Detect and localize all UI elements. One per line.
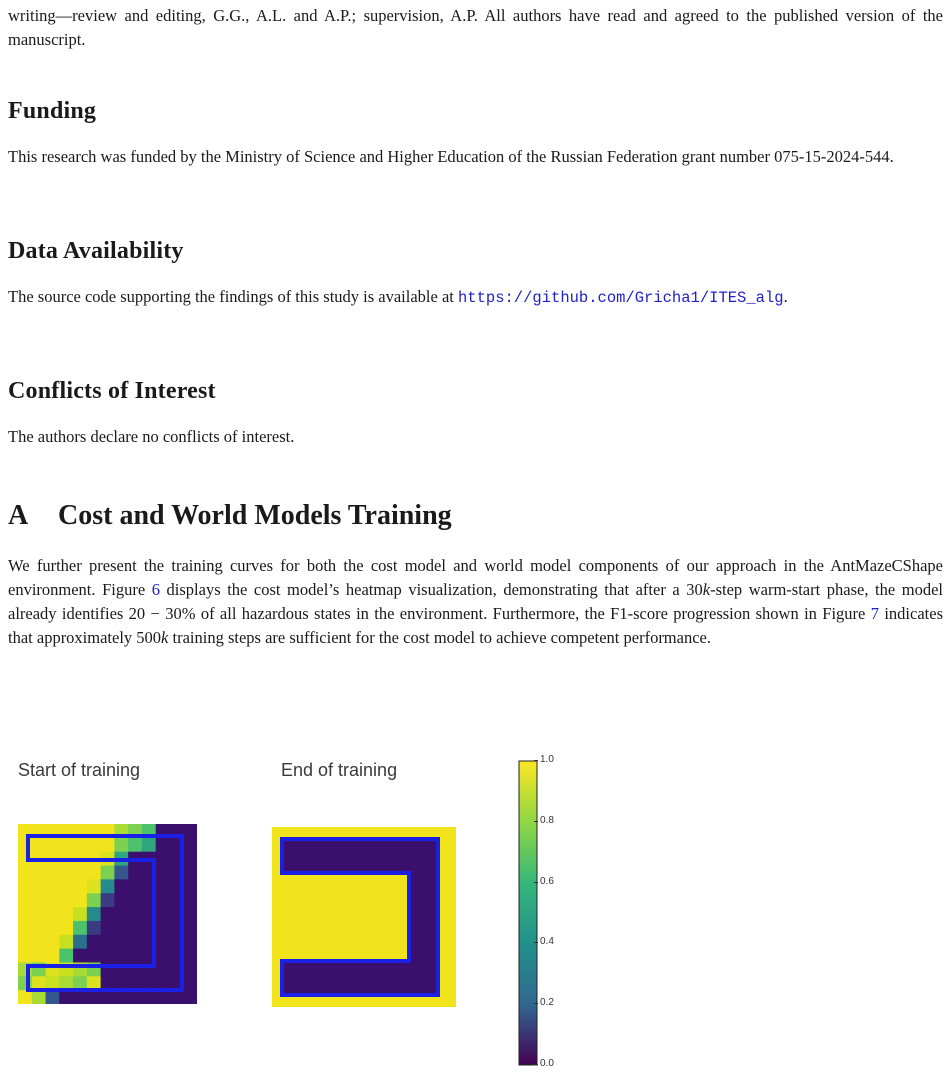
colorbar-tick-label: 0.8 (540, 814, 554, 826)
heatmap-cell (101, 866, 115, 880)
heatmap-cell (87, 838, 101, 852)
heatmap-cell (32, 949, 46, 963)
heatmap-cell (183, 921, 197, 935)
heatmap-cell (128, 893, 142, 907)
heatmap-cell (73, 921, 87, 935)
heatmap-cell (183, 893, 197, 907)
heatmap-cell (73, 838, 87, 852)
heatmap-cell (156, 949, 170, 963)
funding-text: This research was funded by the Ministry of Science and Higher Education of the Russian Federation grant number 075-15-2024-544. (8, 147, 894, 166)
heatmap-cell (183, 990, 197, 1004)
heatmap-cell (46, 838, 60, 852)
heatmap-cell (128, 866, 142, 880)
heatmap-cell (128, 838, 142, 852)
heatmap-start-of-training (18, 824, 197, 1004)
heatmap-cell (46, 921, 60, 935)
colorbar-gradient (519, 761, 537, 1065)
contributions-text: writing—review and editing, G.G., A.L. and A.P.; supervision, A.P. All authors have read and agreed to the published version of the manuscript. (8, 6, 943, 49)
heatmap-cell (32, 879, 46, 893)
heatmap-cell (59, 949, 73, 963)
heatmap-cell (128, 949, 142, 963)
heatmap-cell (87, 893, 101, 907)
heatmap-cell (156, 907, 170, 921)
figure-6-ref[interactable]: 6 (151, 580, 160, 599)
heatmap-cell (18, 949, 32, 963)
heatmap-cell (183, 838, 197, 852)
appendix-text-4: indicates that approximately 500 (8, 604, 943, 647)
conflicts-text: The authors declare no conflicts of interest. (8, 427, 295, 446)
heatmap-cell (114, 990, 128, 1004)
heatmap-cell (128, 921, 142, 935)
heatmap-cell (183, 962, 197, 976)
panel-left-title: Start of training (18, 760, 141, 780)
heatmap-cell (32, 907, 46, 921)
heatmap-cell (101, 949, 115, 963)
heatmap-cell (101, 990, 115, 1004)
appendix-text-1: We further present the training curves for both the cost model and world model components of our approach in the AntMazeCShape environment. Figure (8, 556, 943, 599)
heatmap-cell (156, 852, 170, 866)
heatmap-cell (156, 935, 170, 949)
heatmap-cell (156, 893, 170, 907)
data-availability-lead: The source code supporting the findings of this study is available at (8, 287, 458, 306)
heatmap-cell (183, 935, 197, 949)
heatmap-cell (46, 879, 60, 893)
heatmap-cell (73, 949, 87, 963)
heatmap-cell (73, 893, 87, 907)
appendix-number: A (8, 500, 29, 531)
heatmap-cell (169, 990, 183, 1004)
heatmap-cell (59, 935, 73, 949)
heatmap-cell (183, 907, 197, 921)
heatmap-cell (114, 866, 128, 880)
heatmap-cell (59, 866, 73, 880)
heatmap-cell (114, 907, 128, 921)
heatmap-cell (114, 879, 128, 893)
source-code-link[interactable]: https://github.com/Gricha1/ITES_alg (458, 289, 784, 307)
heatmap-cell (101, 893, 115, 907)
k-symbol: k (702, 580, 711, 599)
heatmap-cell (46, 949, 60, 963)
heatmap-cell (59, 907, 73, 921)
heatmap-cell (156, 990, 170, 1004)
heatmap-cell (46, 893, 60, 907)
heatmap-cell (32, 990, 46, 1004)
heatmap-cell (156, 879, 170, 893)
funding-heading: Funding (8, 98, 97, 124)
heatmap-cell (128, 907, 142, 921)
heatmap-cell (46, 907, 60, 921)
colorbar (518, 760, 538, 1066)
heatmap-end-of-training (272, 827, 456, 1007)
appendix-paragraph (8, 554, 943, 650)
heatmap-cell (156, 962, 170, 976)
k-symbol: k (161, 628, 169, 647)
heatmap-cell (73, 879, 87, 893)
heatmap-cell (73, 990, 87, 1004)
data-availability-text (8, 285, 943, 310)
figure-7-ref[interactable]: 7 (870, 604, 879, 623)
heatmap-cell (101, 838, 115, 852)
heatmap-cell (183, 949, 197, 963)
heatmap-cell (87, 935, 101, 949)
heatmap-cell (59, 893, 73, 907)
heatmap-cell (87, 879, 101, 893)
heatmap-cell (183, 824, 197, 838)
heatmap-cell (73, 907, 87, 921)
heatmap-cell (18, 990, 32, 1004)
heatmap-cell (114, 935, 128, 949)
heatmap-cell (18, 866, 32, 880)
appendix-text-5: training steps are sufficient for the cost model to achieve competent performance. (168, 628, 711, 647)
heatmap-cell (183, 852, 197, 866)
heatmap-cell (114, 893, 128, 907)
heatmap-cell (59, 879, 73, 893)
heatmap-cell (183, 866, 197, 880)
heatmap-cell (101, 907, 115, 921)
heatmap-cell (18, 921, 32, 935)
heatmap-cell (32, 838, 46, 852)
heatmap-cell (32, 866, 46, 880)
heatmap-cell (156, 838, 170, 852)
panel-right-title: End of training (281, 760, 398, 780)
heatmap-cell (87, 907, 101, 921)
heatmap-cell (18, 907, 32, 921)
heatmap-cell (59, 838, 73, 852)
colorbar-tick-label: 0.0 (540, 1058, 554, 1069)
appendix-text-3: -step warm-start phase, the model already identifies 20 − 30% of all hazardous states in the environment. Furthermore, the F1-score progression shown in Figure (8, 580, 943, 623)
heatmap-cell (128, 935, 142, 949)
heatmap-cell (18, 879, 32, 893)
heatmap-cell (87, 990, 101, 1004)
colorbar-tick-label: 0.6 (540, 875, 554, 887)
heatmap-cell (32, 935, 46, 949)
heatmap-cell (18, 935, 32, 949)
heatmap-cell (156, 921, 170, 935)
heatmap-cell (183, 976, 197, 990)
heatmap-cell (87, 949, 101, 963)
appendix-title: Cost and World Models Training (58, 500, 452, 531)
heatmap-cell (101, 879, 115, 893)
heatmap-cell (73, 866, 87, 880)
heatmap-cell (142, 838, 156, 852)
heatmap-cell (59, 921, 73, 935)
heatmap-cell (18, 838, 32, 852)
data-availability-heading: Data Availability (8, 238, 184, 264)
heatmap-cell (156, 866, 170, 880)
heatmap-cell (142, 990, 156, 1004)
heatmap-cell (183, 879, 197, 893)
heatmap-cell (128, 990, 142, 1004)
heatmap-cell (101, 935, 115, 949)
appendix-heading (8, 500, 452, 532)
data-availability-tail: . (783, 287, 788, 306)
heatmap-cell (114, 921, 128, 935)
heatmap-cell (46, 990, 60, 1004)
heatmap-cell (46, 935, 60, 949)
colorbar-tick-label: 0.4 (540, 936, 554, 948)
heatmap-cell (73, 935, 87, 949)
heatmap-cell (101, 921, 115, 935)
appendix-text-2: displays the cost model’s heatmap visualization, demonstrating that after a 30 (159, 580, 703, 599)
heatmap-cell (87, 921, 101, 935)
heatmap-cell (128, 879, 142, 893)
heatmap-cell (18, 893, 32, 907)
colorbar-tick-label: 1.0 (540, 754, 554, 765)
conflicts-heading: Conflicts of Interest (8, 378, 216, 404)
colorbar-tick-label: 0.2 (540, 997, 554, 1009)
heatmap-cell (87, 866, 101, 880)
heatmap-cell (32, 893, 46, 907)
heatmap-cell (46, 866, 60, 880)
heatmap-cell (59, 990, 73, 1004)
heatmap-start-cells (18, 824, 197, 1004)
heatmap-cell (114, 838, 128, 852)
heatmap-cell (32, 921, 46, 935)
heatmap-cell (114, 949, 128, 963)
